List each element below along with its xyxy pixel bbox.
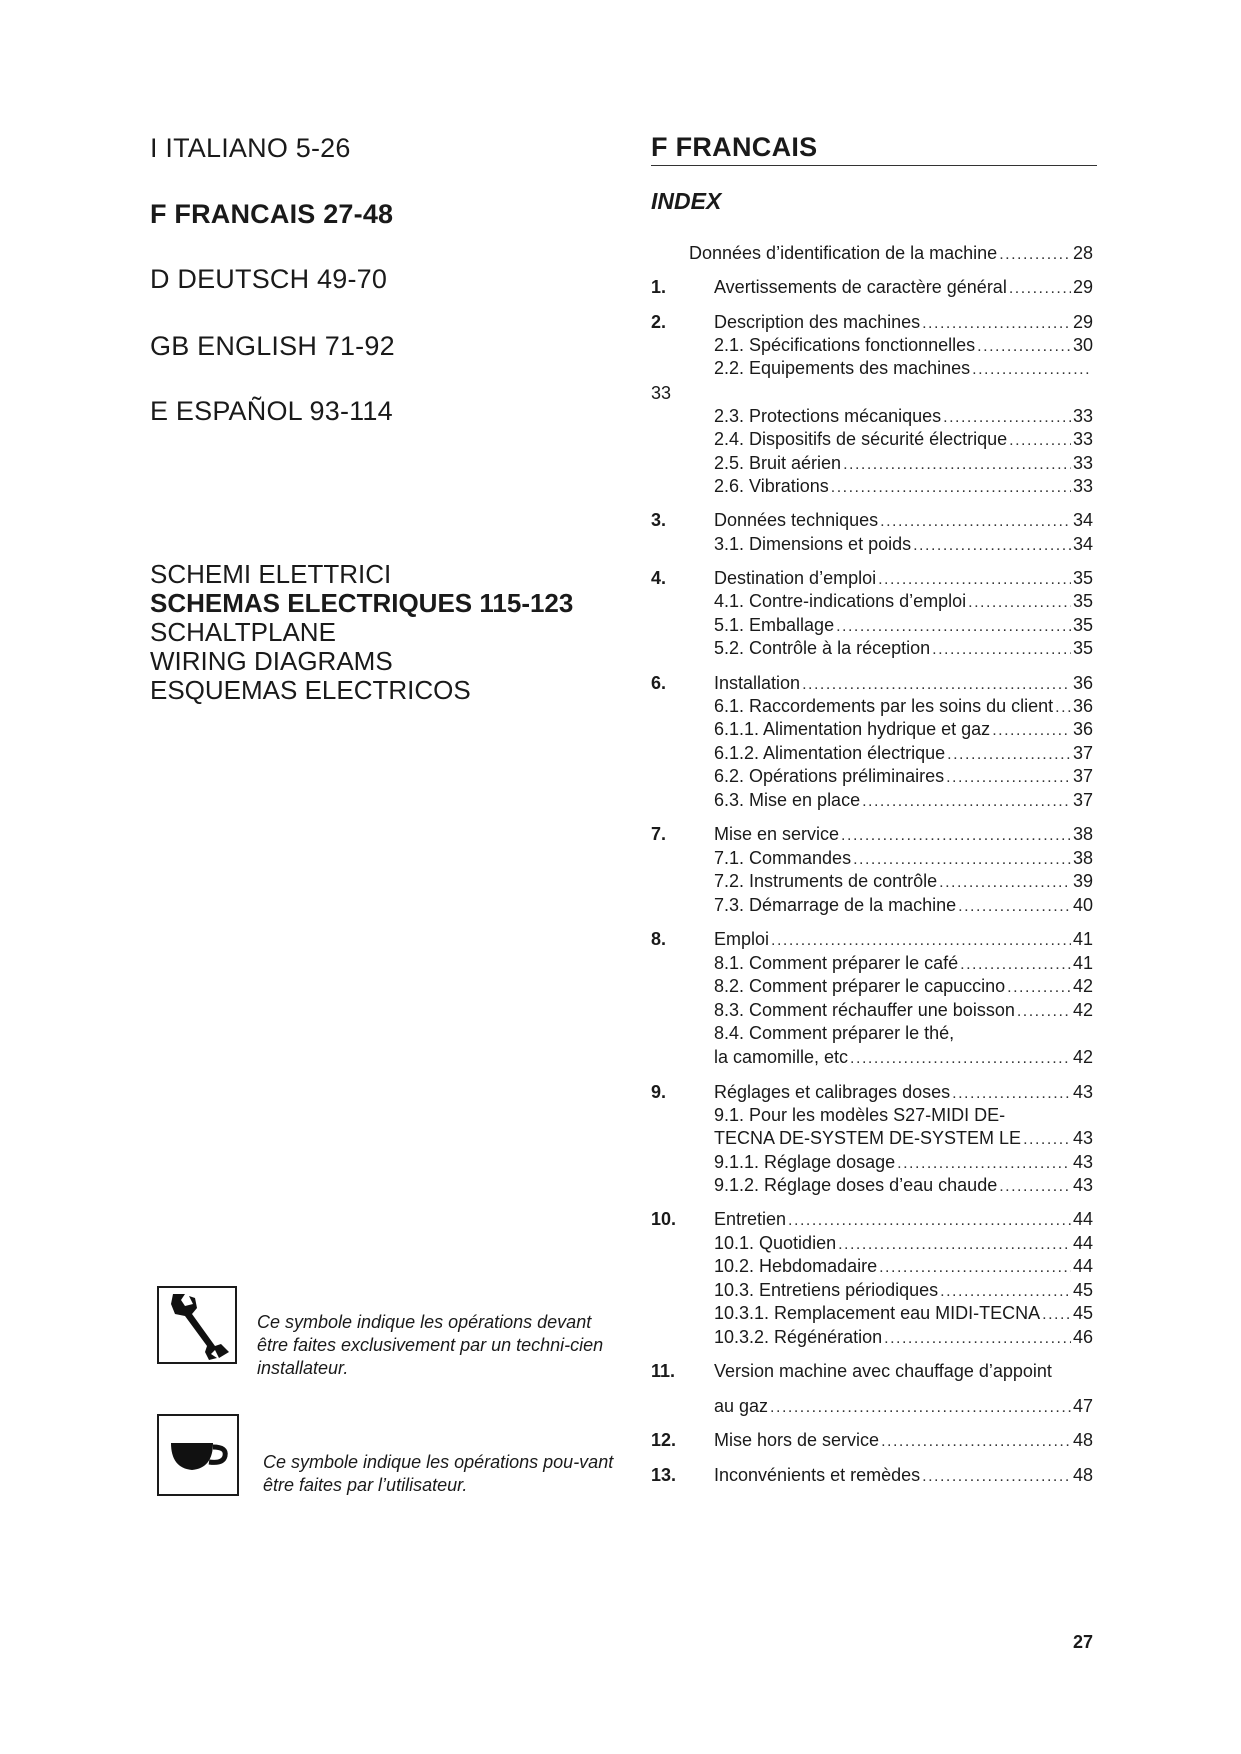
toc-label: 5.1. Emballage (714, 615, 835, 635)
toc-entry (651, 1104, 1093, 1126)
toc-label: Mise en service (714, 824, 840, 844)
toc-entry (651, 789, 1093, 811)
toc-leader-dots (952, 1083, 1071, 1105)
toc-entry (651, 242, 1093, 264)
cup-icon (157, 1414, 239, 1496)
toc-leader-dots (881, 1431, 1071, 1453)
toc-leader-dots (922, 313, 1071, 335)
schaltplane: SCHALTPLANE (150, 617, 336, 647)
toc-label: 8.4. Comment préparer le thé, (714, 1023, 955, 1043)
toc-leader-dots (922, 1466, 1071, 1488)
toc-label: 7.2. Instruments de contrôle (714, 871, 938, 891)
toc-entry (651, 1326, 1093, 1348)
toc-entry (651, 999, 1093, 1021)
toc-leader-dots (802, 674, 1071, 696)
toc-leader-dots (977, 336, 1071, 358)
toc-entry (651, 1127, 1093, 1149)
toc-leader-dots (841, 825, 1071, 847)
schemas-electriques: SCHEMAS ELECTRIQUES 115-123 (150, 588, 574, 618)
wiring-diagrams: WIRING DIAGRAMS (150, 646, 393, 676)
toc-leader-dots (939, 872, 1071, 894)
toc-page: 40 (1072, 895, 1093, 915)
toc-leader-dots (1009, 278, 1071, 300)
toc-page: 34 (1072, 510, 1093, 530)
toc-entry (651, 1208, 1093, 1230)
toc-label: Mise hors de service (714, 1430, 880, 1450)
toc-page: 45 (1072, 1303, 1093, 1323)
toc-page: 47 (1072, 1396, 1093, 1416)
toc-label: 10.3. Entretiens périodiques (714, 1280, 939, 1300)
toc-leader-dots (862, 791, 1071, 813)
toc-page: 28 (1072, 243, 1093, 263)
toc-leader-dots (947, 744, 1071, 766)
toc-entry (651, 847, 1093, 869)
toc-leader-dots (940, 1281, 1071, 1303)
toc-entry (651, 1022, 1093, 1044)
toc-leader-dots (850, 1048, 1071, 1070)
toc-label: Emploi (714, 929, 770, 949)
toc-leader-dots (1023, 1129, 1071, 1151)
toc-leader-dots (958, 896, 1071, 918)
toc-label: 10.1. Quotidien (714, 1233, 837, 1253)
toc-label: 6.1.2. Alimentation électrique (714, 743, 946, 763)
toc-number: 11. (651, 1361, 676, 1381)
toc-leader-dots (897, 1153, 1071, 1175)
toc-label: 2.4. Dispositifs de sécurité électrique (714, 429, 1008, 449)
toc-page: 38 (1072, 848, 1093, 868)
toc-number: 8. (651, 929, 667, 949)
toc-label: 8.3. Comment réchauffer une boisson (714, 1000, 1015, 1020)
toc-leader-dots (1007, 977, 1071, 999)
toc-leader-dots (880, 511, 1071, 533)
toc-entry (651, 567, 1093, 589)
toc-entry (651, 1464, 1093, 1486)
index-title: INDEX (651, 188, 722, 214)
toc-page: 34 (1072, 534, 1093, 554)
toc-page: 36 (1072, 696, 1093, 716)
toc-leader-dots (1042, 1304, 1071, 1326)
toc-entry (651, 1151, 1093, 1173)
language-english: GB ENGLISH 71-92 (150, 331, 395, 361)
toc-leader-dots (771, 930, 1071, 952)
toc-entry (651, 765, 1093, 787)
toc-leader-dots (843, 454, 1071, 476)
toc-leader-dots (932, 639, 1071, 661)
toc-page: 43 (1072, 1152, 1093, 1172)
toc-page: 48 (1072, 1465, 1093, 1485)
toc-entry (651, 1081, 1093, 1103)
toc-label: Données d’identification de la machine (689, 243, 998, 263)
toc-entry (651, 1429, 1093, 1451)
toc-leader-dots (943, 407, 1071, 429)
toc-page: 37 (1072, 790, 1093, 810)
toc-page: 41 (1072, 953, 1093, 973)
toc-label: 9.1. Pour les modèles S27-MIDI DE- (714, 1105, 1006, 1125)
toc-label: 9.1.1. Réglage dosage (714, 1152, 896, 1172)
user-note: Ce symbole indique les opérations pou-vant être faites par l’utilisateur. (263, 1452, 614, 1495)
toc-entry (651, 823, 1093, 845)
toc-entry (651, 509, 1093, 531)
toc-entry (651, 1279, 1093, 1301)
toc-entry (651, 672, 1093, 694)
toc-page: 37 (1072, 766, 1093, 786)
toc-page: 33 (1072, 476, 1093, 496)
toc-leader-dots (788, 1210, 1071, 1232)
toc-page: 37 (1072, 743, 1093, 763)
schemi-elettrici: SCHEMI ELETTRICI (150, 559, 392, 589)
toc-label: 7.1. Commandes (714, 848, 852, 868)
toc-label: 6.1.1. Alimentation hydrique et gaz (714, 719, 991, 739)
toc-leader-dots (960, 954, 1071, 976)
toc-label: 8.2. Comment préparer le capuccino (714, 976, 1006, 996)
toc-entry (651, 428, 1093, 450)
toc-label: 5.2. Contrôle à la réception (714, 638, 931, 658)
toc-page: 35 (1072, 615, 1093, 635)
toc-page: 41 (1072, 929, 1093, 949)
toc-entry (651, 590, 1093, 612)
language-italiano: I ITALIANO 5-26 (150, 133, 351, 163)
toc-label: Réglages et calibrages doses (714, 1082, 951, 1102)
toc-label: 6.1. Raccordements par les soins du client (714, 696, 1054, 716)
toc-entry (651, 1174, 1093, 1196)
toc-label: 2.6. Vibrations (714, 476, 829, 496)
toc-leader-dots (1055, 697, 1071, 719)
toc-page: 36 (1072, 719, 1093, 739)
toc-page: 46 (1072, 1327, 1093, 1347)
toc-entry (651, 975, 1093, 997)
toc-number: 13. (651, 1465, 677, 1485)
language-deutsch: D DEUTSCH 49-70 (150, 264, 388, 294)
toc-leader-dots (831, 477, 1071, 499)
toc-page: 42 (1072, 1047, 1093, 1067)
toc-label: Installation (714, 673, 801, 693)
toc-entry (651, 405, 1093, 427)
toc-label: TECNA DE-SYSTEM DE-SYSTEM LE (714, 1128, 1022, 1148)
toc-label: Description des machines (714, 312, 921, 332)
toc-label: Version machine avec chauffage d’appoint (714, 1361, 1052, 1381)
toc-leader-dots (972, 359, 1091, 381)
toc-label: 7.3. Démarrage de la machine (714, 895, 957, 915)
toc-entry (651, 533, 1093, 555)
toc-entry (651, 928, 1093, 950)
toc-number: 3. (651, 510, 667, 530)
toc-entry (651, 1232, 1093, 1254)
toc-entry (651, 357, 1093, 379)
toc-number: 6. (651, 673, 667, 693)
toc-entry (651, 452, 1093, 474)
toc-label: 8.1. Comment préparer le café (714, 953, 959, 973)
toc-leader-dots (946, 767, 1071, 789)
toc-label: 2.5. Bruit aérien (714, 453, 842, 473)
toc-label: la camomille, etc (714, 1047, 849, 1067)
toc-page: 38 (1072, 824, 1093, 844)
toc-page: 39 (1072, 871, 1093, 891)
toc-leader-dots (884, 1328, 1071, 1350)
toc-entry (651, 952, 1093, 974)
technician-note: Ce symbole indique les opérations devant être faites exclusivement par un techni-cien installateur. (257, 1312, 604, 1378)
toc-entry (651, 276, 1093, 298)
toc-number: 7. (651, 824, 667, 844)
toc-page: 45 (1072, 1280, 1093, 1300)
language-espanol: E ESPAÑOL 93-114 (150, 396, 393, 426)
toc-leader-dots (838, 1234, 1071, 1256)
toc-leader-dots (836, 616, 1071, 638)
toc-entry (651, 1360, 1093, 1382)
toc-page: 33 (1072, 453, 1093, 473)
toc-label: Destination d’emploi (714, 568, 877, 588)
toc-label: 6.2. Opérations préliminaires (714, 766, 945, 786)
wrench-icon (157, 1286, 237, 1364)
toc-page: 30 (1072, 335, 1093, 355)
toc-page: 48 (1072, 1430, 1093, 1450)
toc-page: 36 (1072, 673, 1093, 693)
title-rule (651, 165, 1097, 166)
toc-label: 33 (651, 383, 672, 403)
toc-entry (651, 382, 1093, 404)
toc-number: 1. (651, 277, 667, 297)
toc-page: 33 (1072, 429, 1093, 449)
toc-page: 44 (1072, 1233, 1093, 1253)
toc-number: 4. (651, 568, 667, 588)
toc-label: Inconvénients et remèdes (714, 1465, 921, 1485)
toc-page: 35 (1072, 568, 1093, 588)
toc-label: 3.1. Dimensions et poids (714, 534, 912, 554)
toc-label: 2.1. Spécifications fonctionnelles (714, 335, 976, 355)
toc-label: Entretien (714, 1209, 787, 1229)
toc-number: 12. (651, 1430, 677, 1450)
toc-page: 44 (1072, 1209, 1093, 1229)
toc-entry (651, 695, 1093, 717)
toc-entry (651, 870, 1093, 892)
toc-label: 4.1. Contre-indications d’emploi (714, 591, 967, 611)
toc-number: 10. (651, 1209, 677, 1229)
toc-entry (651, 614, 1093, 636)
toc-page: 42 (1072, 976, 1093, 996)
toc-page: 35 (1072, 591, 1093, 611)
toc-leader-dots (879, 1257, 1071, 1279)
toc-entry (651, 1302, 1093, 1324)
toc-leader-dots (992, 720, 1071, 742)
toc-entry (651, 1255, 1093, 1277)
toc-label: 9.1.2. Réglage doses d’eau chaude (714, 1175, 998, 1195)
toc-number: 9. (651, 1082, 667, 1102)
toc-page: 29 (1072, 312, 1093, 332)
esquemas-electricos: ESQUEMAS ELECTRICOS (150, 675, 471, 705)
toc-leader-dots (770, 1397, 1071, 1419)
toc-leader-dots (999, 244, 1071, 266)
toc-entry (651, 1046, 1093, 1068)
toc-page: 43 (1072, 1082, 1093, 1102)
toc-label: 2.2. Equipements des machines (714, 358, 971, 378)
page-number: 27 (1073, 1632, 1094, 1652)
toc-entry (651, 718, 1093, 740)
toc-page: 29 (1072, 277, 1093, 297)
language-francais: F FRANCAIS 27-48 (150, 199, 394, 229)
toc-entry (651, 894, 1093, 916)
toc-label: 10.3.1. Remplacement eau MIDI-TECNA (714, 1303, 1041, 1323)
section-title: F FRANCAIS (651, 132, 818, 162)
toc-entry (651, 311, 1093, 333)
toc-label: 10.3.2. Régénération (714, 1327, 883, 1347)
toc-label: 2.3. Protections mécaniques (714, 406, 942, 426)
toc-label: 10.2. Hebdomadaire (714, 1256, 878, 1276)
toc-label: au gaz (714, 1396, 769, 1416)
toc-page: 44 (1072, 1256, 1093, 1276)
toc-leader-dots (1017, 1001, 1071, 1023)
toc-leader-dots (853, 849, 1071, 871)
toc-entry (651, 637, 1093, 659)
toc-label: 6.3. Mise en place (714, 790, 861, 810)
toc-leader-dots (999, 1176, 1071, 1198)
toc-page: 42 (1072, 1000, 1093, 1020)
toc-label: Données techniques (714, 510, 879, 530)
toc-leader-dots (913, 535, 1071, 557)
toc-entry (651, 334, 1093, 356)
toc-page: 43 (1072, 1128, 1093, 1148)
toc-entry (651, 742, 1093, 764)
toc-page: 33 (1072, 406, 1093, 426)
toc-label: Avertissements de caractère général (714, 277, 1007, 297)
toc-page: 43 (1072, 1175, 1093, 1195)
toc-page: 35 (1072, 638, 1093, 658)
toc-leader-dots (1009, 430, 1071, 452)
toc-number: 2. (651, 312, 667, 332)
toc-entry (651, 475, 1093, 497)
toc-entry (651, 1395, 1093, 1417)
toc-leader-dots (878, 569, 1071, 591)
toc-leader-dots (968, 592, 1071, 614)
